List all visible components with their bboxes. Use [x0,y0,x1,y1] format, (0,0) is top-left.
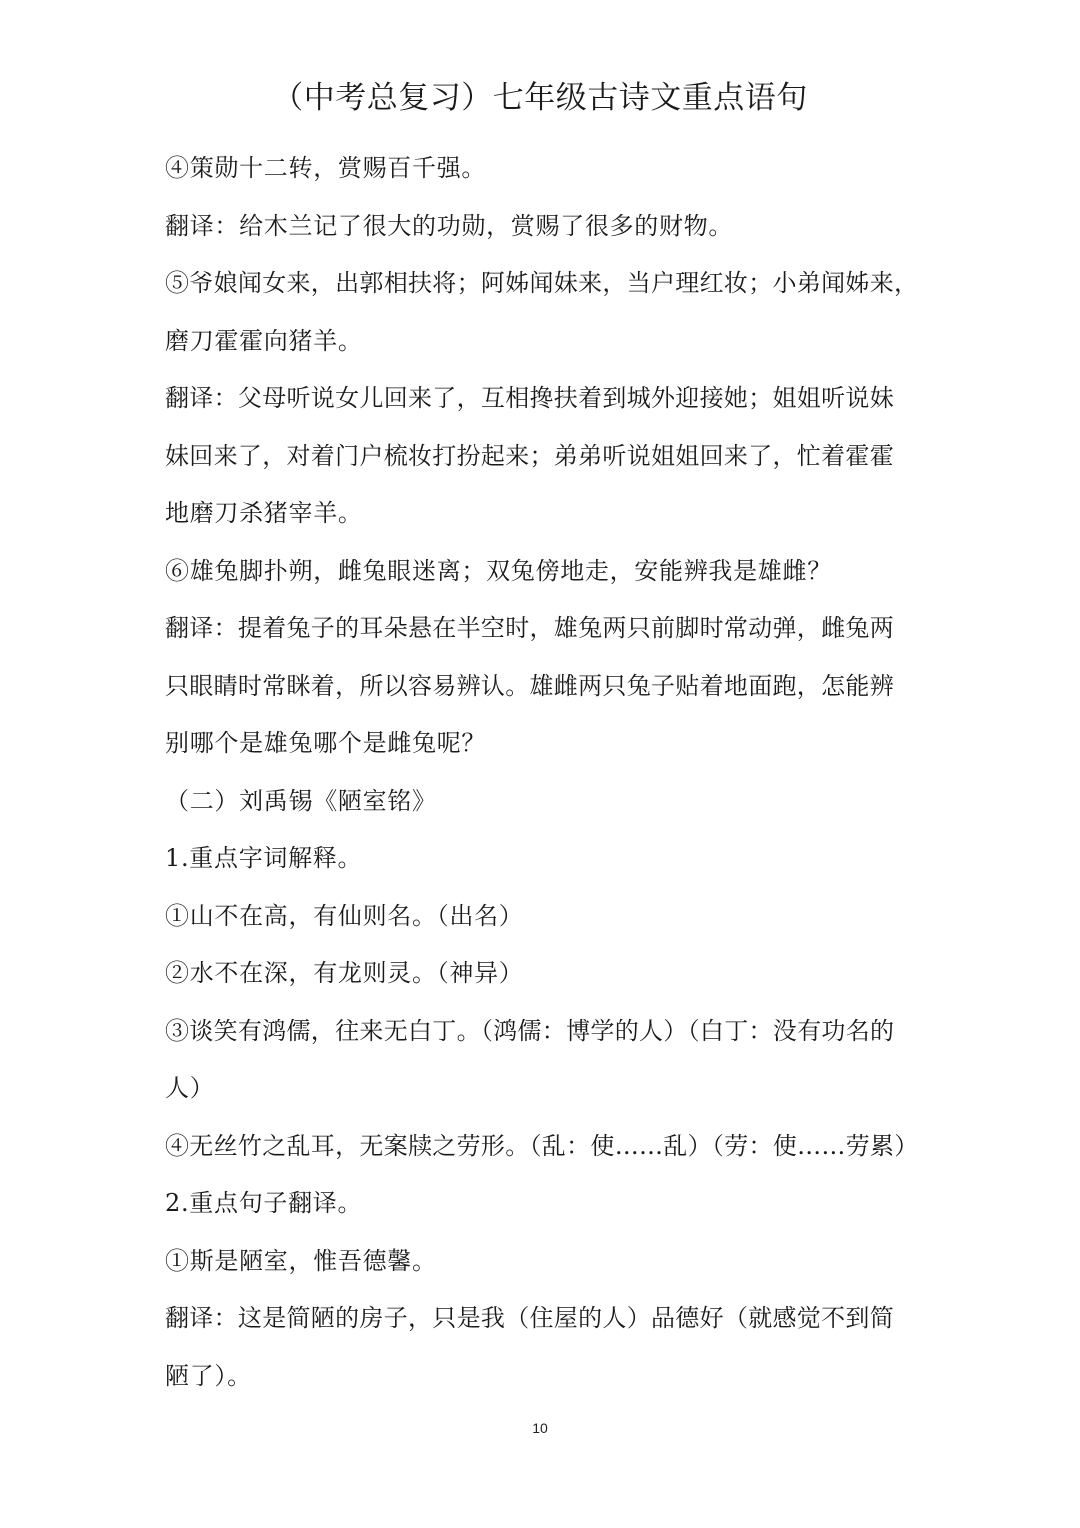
text-line: 陋了）。 [165,1361,252,1390]
text-line: 别哪个是雄兔哪个是雌兔呢？ [165,729,487,757]
text-line: ①斯是陋室，惟吾德馨。 [165,1246,437,1275]
subsection-heading: 2.重点句子翻译。 [165,1189,363,1217]
text-line: ⑤爷娘闻女来，出郭相扶将；阿姊闻妹来，当户理红妆；小弟闻姊来， [165,269,919,297]
text-line: 地磨刀杀猪宰羊。 [165,499,363,527]
text-line: 磨刀霍霍向猪羊。 [165,326,363,355]
subsection-heading: 1.重点字词解释。 [165,844,363,872]
document-body [165,140,925,1405]
text-line: 翻译：给木兰记了很大的功勋，赏赐了很多的财物。 [165,211,734,240]
text-line: ②水不在深，有龙则灵。（神异） [165,959,524,987]
section-heading: （二）刘禹锡《陋室铭》 [165,786,437,815]
text-line: 翻译：这是简陋的房子，只是我（住屋的人）品德好（就感觉不到简 [165,1304,894,1332]
text-line: ④无丝竹之乱耳，无案牍之劳形。（乱：使……乱）（劳：使……劳累） [165,1131,919,1160]
text-line: 翻译：提着兔子的耳朵悬在半空时，雄兔两只前脚时常动弹，雌兔两 [165,614,894,642]
document-title: （中考总复习）七年级古诗文重点语句 [272,80,808,116]
text-line: 人） [165,1074,215,1102]
page-number: 10 [532,1420,548,1436]
text-line: 只眼睛时常眯着，所以容易辨认。雄雌两只兔子贴着地面跑，怎能辨 [165,671,894,700]
text-line: ④策勋十二转，赏赐百千强。 [165,154,487,182]
text-line: 翻译：父母听说女儿回来了，互相搀扶着到城外迎接她；姐姐听说妹 [165,384,894,412]
text-line: ③谈笑有鸿儒，往来无白丁。（鸿儒：博学的人）（白丁：没有功名的 [165,1016,895,1045]
text-line: 妹回来了，对着门户梳妆打扮起来；弟弟听说姐姐回来了，忙着霍霍 [165,441,894,470]
text-line: ①山不在高，有仙则名。（出名） [165,901,524,930]
text-line: ⑥雄兔脚扑朔，雌兔眼迷离；双兔傍地走，安能辨我是雄雌？ [165,556,832,585]
